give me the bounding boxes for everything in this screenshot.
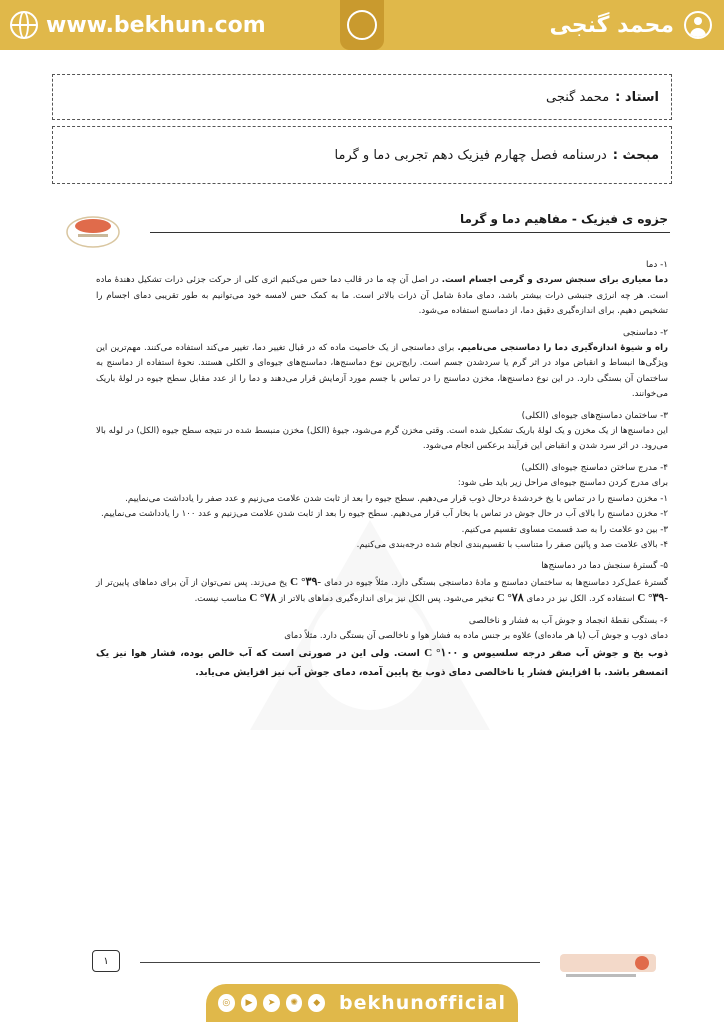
doc-title: جزوه ی فیزیک - مفاهیم دما و گرما (459, 212, 668, 226)
teacher-box (52, 74, 672, 120)
footer-divider (140, 962, 540, 963)
paragraph-text: گسترهٔ عمل‌کرد دماسنج‌ها به ساختمان دماسنج و مادهٔ دماسنجی بستگی دارد. مثلاً جیوه در دمای (324, 577, 669, 588)
paragraph (96, 273, 668, 319)
temperature-value: ۱۰۰° C (424, 647, 459, 660)
telegram-icon[interactable]: ➤ (263, 994, 280, 1012)
author-name: محمد گنجی (549, 12, 674, 38)
key-sentence: ذوب یخ و جوش آب صفر درجه سلسیوس و (462, 648, 669, 660)
author-block (550, 9, 712, 41)
section-heading: ۴- مدرج ساختن دماسنج جیوه‌ای (الکلی) (521, 462, 668, 473)
list-item: ۴- بالای علامت صد و پائین صفر را متناسب با تقسیم‌بندی انجام شده درجه‌بندی می‌کنیم. (356, 539, 668, 550)
social-handle[interactable]: bekhunofficial (339, 992, 506, 1014)
section-heading: ۱- دما (645, 260, 668, 270)
paragraph-text: در اصل آن چه ما در قالب دما حس می‌کنیم اثری کلی از حرکت جزئی ذرات تشکیل دهندهٔ ماده است. هر چه انرژی جنبشی ذرات بیشتر باشد، دمای مادهٔ شامل آن ذرات بالاتر است. ما به کمک حس لامسه خود می‌توانیم به طور تقریبی دمای اجسام را تشخیص دهیم. برای اندازه‌گیری دقیق دما، از دماسنج استفاده می‌شود. (96, 275, 668, 317)
paragraph-text: تبخیر می‌شود. پس الکل نیز برای اندازه‌گیری دماهای بالاتر از (278, 594, 497, 605)
aparat-icon[interactable]: ✺ (286, 994, 303, 1012)
section-2 (96, 326, 668, 403)
section-3 (96, 409, 668, 455)
section-heading: ۳- ساختمان دماسنج‌های جیوه‌ای (الکلی) (521, 410, 668, 421)
section-4 (96, 461, 668, 553)
teacher-label: استاد : (615, 89, 659, 105)
top-banner (0, 0, 724, 50)
instagram-icon[interactable]: ◎ (218, 994, 235, 1012)
paragraph (96, 341, 668, 403)
page-number: ۱ (92, 950, 120, 972)
paragraph-text: دمای ذوب و جوش آب (یا هر ماده‌ای) علاوه بر جنس ماده به فشار هوا و ناخالصی آن بستگی دارد. مثلاً دمای (284, 630, 668, 641)
paragraph-text: پس نمی‌توان از آن برای دماهای پایین‌تر از (96, 577, 248, 588)
temperature-value: -۳۹° C (637, 592, 668, 605)
section-heading: ۵- گسترهٔ سنجش دما در دماسنج‌ها (541, 561, 668, 572)
key-paragraph (96, 644, 668, 682)
social-bar (206, 984, 518, 1022)
globe-icon (10, 11, 38, 39)
topic-text: درسنامه فصل چهارم فیزیک دهم تجربی دما و گرما (334, 147, 607, 163)
site-url[interactable]: www.bekhun.com (46, 12, 266, 38)
site-link[interactable] (10, 9, 266, 41)
topic-box (52, 126, 672, 184)
paragraph-text: برای مدرج کردن دماسنج جیوه‌ای مراحل زیر باید طی شود: (457, 478, 668, 489)
list-item: ۳- بین دو علامت را به صد قسمت مساوی تقسیم می‌کنیم. (461, 524, 668, 535)
footer-logo (556, 944, 660, 984)
teacher-name: محمد گنجی (546, 89, 610, 105)
document-body (96, 258, 668, 688)
paragraph-text: استفاده کرد. الکل نیز در دمای (526, 594, 638, 605)
key-sentence: راه و شیوهٔ اندازه‌گیری دما را دماسنجی می‌نامیم. (457, 343, 668, 354)
list-item: ۱- مخزن دماسنج را در تماس با یخ خردشدهٔ درحال ذوب قرار می‌دهیم. سطح جیوه را بعد از ثابت شدن علامت می‌زنیم و عدد صفر را یادداشت می‌نماییم. (125, 493, 668, 504)
youtube-icon[interactable]: ▶ (241, 994, 258, 1012)
paragraph-text: این دماسنج‌ها از یک مخزن و یک لولهٔ باریک تشکیل شده است. وقتی مخزن گرم می‌شود، جیوهٔ (الکل) مخزن منبسط شده در نتیجه سطح جیوه (الکل) در لوله بالا می‌رود. در اثر سرد شدن و انقباض این فرآیند برعکس انجام می‌شود. (96, 426, 668, 452)
key-sentence: است. ولی این در صورتی است که آب خالص بوده، فشار هوا نیز یک اتمسفر باشد. با افزایش فشار یا ناخالصی دمای ذوب یخ پایین آمده، دمای جوش آب نیز افزایش می‌یابد. (96, 648, 668, 679)
publisher-logo (64, 212, 122, 252)
temperature-value: -۳۹° C (290, 575, 322, 588)
list-item: ۲- مخزن دماسنج را بالای آب در حال جوش در تماس با بخار آب قرار می‌دهیم. سطح جیوه را بعد از ثابت شدن علامت می‌زنیم و عدد ۱۰۰ را یادداشت می‌نماییم. (101, 509, 668, 520)
user-icon (684, 11, 712, 39)
paragraph-text: یخ می‌زند. (250, 577, 291, 588)
section-5 (96, 559, 668, 607)
section-heading: ۶- بستگی نقطهٔ انجماد و جوش آب به فشار و ناخالصی (468, 615, 668, 626)
section-6 (96, 614, 668, 683)
rubika-icon[interactable]: ◆ (308, 994, 325, 1012)
paragraph-text: مناسب نیست. (194, 594, 250, 605)
temperature-value: ۷۸° C (496, 592, 524, 605)
key-sentence: دما معیاری برای سنجش سردی و گرمی اجسام است. (441, 275, 668, 286)
paragraph-text: برای دماسنجی از یک خاصیت ماده که در قبال تغییر دما، تغییر می‌کند استفاده می‌کنند. مهم‌ترین این ویژگی‌ها انبساط و انقباض مواد در اثر گرم یا سردشدن جسم است. رایج‌ترین نوع دماسنج‌ها، دماسنج‌های جیوه‌ای و الکلی هستند. نحوهٔ استفاده از دماسنج به ساختمان آن بستگی دارد. در این نوع دماسنج‌ها، مخزن دماسنج را در تماس با جسم مورد آزمایش قرار می‌دهند و دما را از عدد مقابل سطح جیوه در لولهٔ باریک می‌خوانند. (96, 343, 668, 400)
temperature-value: ۷۸° C (249, 592, 277, 605)
logo-emblem-icon (347, 10, 377, 40)
section-heading: ۲- دماسنجی (622, 327, 668, 338)
brand-logo (340, 0, 384, 50)
title-divider (150, 232, 670, 233)
paragraph (96, 575, 668, 608)
section-1 (96, 258, 668, 320)
topic-label: مبحث : (612, 147, 659, 163)
